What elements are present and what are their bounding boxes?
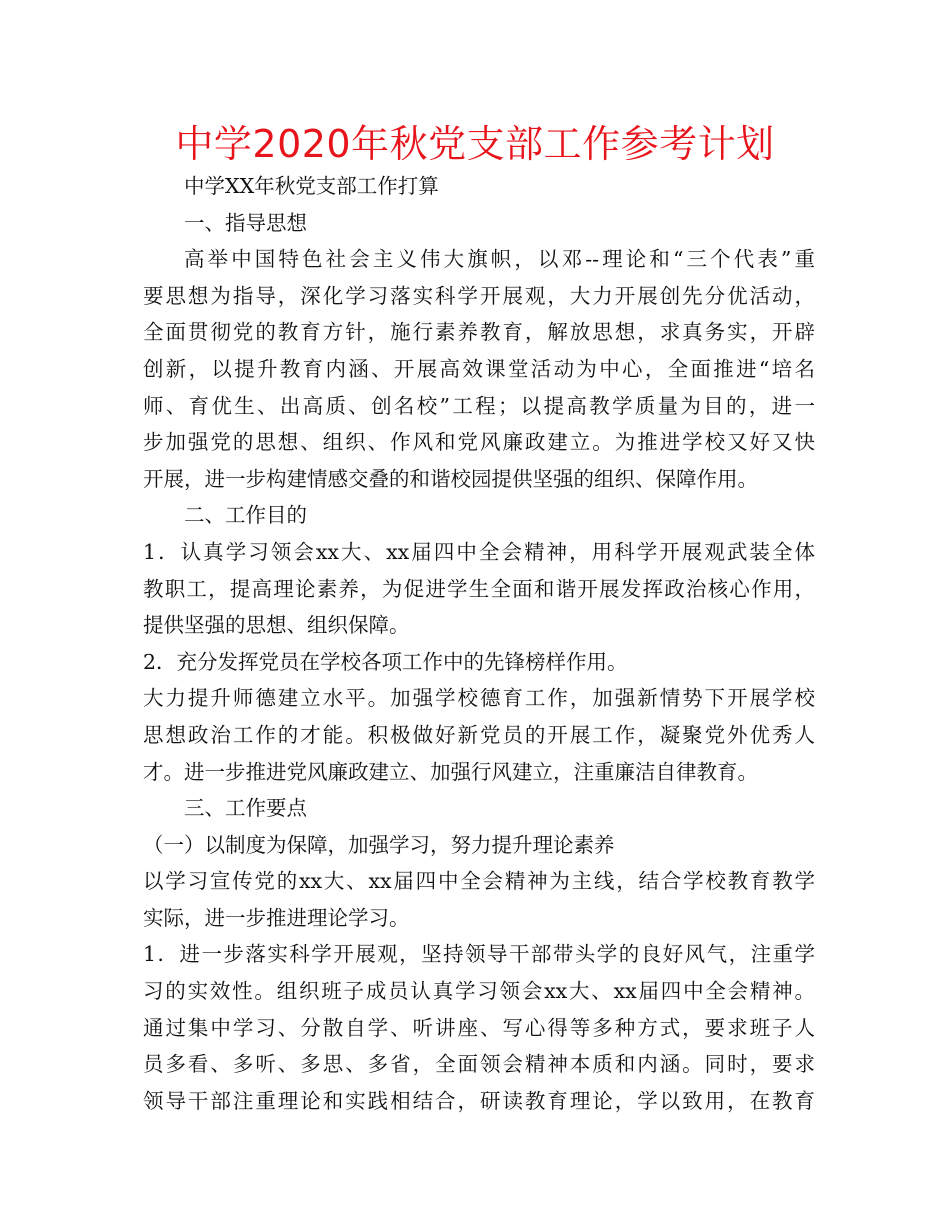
body-line: 要思想为指导，深化学习落实科学开展观，大力开展创先分优活动， bbox=[143, 283, 815, 308]
body-line: 一、指导思想 bbox=[184, 210, 307, 235]
body-line: 以学习宣传党的xx大、xx届四中全会精神为主线，结合学校教育教学 bbox=[143, 869, 815, 894]
body-line: 思想政治工作的才能。积极做好新党员的开展工作，凝聚党外优秀人 bbox=[143, 722, 815, 747]
body-line: （一）以制度为保障，加强学习，努力提升理论素养 bbox=[143, 832, 615, 857]
body-line: 中学XX年秋党支部工作打算 bbox=[184, 174, 439, 198]
body-line: 步加强党的思想、组织、作风和党风廉政建立。为推进学校又好又快 bbox=[143, 430, 815, 455]
document-title: 中学2020年秋党支部工作参考计划 bbox=[175, 122, 775, 166]
body-line: 师、育优生、出高质、创名校”工程；以提高教学质量为目的，进一 bbox=[143, 393, 815, 418]
body-line: 教职工，提高理论素养，为促进学生全面和谐开展发挥政治核心作用， bbox=[143, 576, 815, 601]
body-line: 大力提升师德建立水平。加强学校德育工作，加强新情势下开展学校 bbox=[143, 686, 815, 711]
body-line: 2．充分发挥党员在学校各项工作中的先锋榜样作用。 bbox=[143, 649, 628, 674]
body-line: 开展，进一步构建情感交叠的和谐校园提供坚强的组织、保障作用。 bbox=[143, 466, 758, 491]
body-line: 二、工作目的 bbox=[184, 503, 307, 528]
body-line: 全面贯彻党的教育方针，施行素养教育，解放思想，求真务实，开辟 bbox=[143, 320, 815, 345]
body-line: 实际，进一步推进理论学习。 bbox=[143, 905, 410, 930]
body-line: 1．认真学习领会xx大、xx届四中全会精神，用科学开展观武装全体 bbox=[143, 539, 815, 564]
body-line: 提供坚强的思想、组织保障。 bbox=[143, 613, 410, 638]
body-line: 才。进一步推进党风廉政建立、加强行风建立，注重廉洁自律教育。 bbox=[143, 759, 758, 784]
body-line: 三、工作要点 bbox=[184, 796, 307, 821]
body-line: 员多看、多听、多思、多省，全面领会精神本质和内涵。同时，要求 bbox=[143, 1052, 815, 1077]
body-line: 创新，以提升教育内涵、开展高效课堂活动为中心，全面推进“培名 bbox=[143, 356, 815, 381]
body-line: 1．进一步落实科学开展观，坚持领导干部带头学的良好风气，注重学 bbox=[143, 942, 815, 967]
document-body bbox=[143, 168, 815, 1119]
body-line: 通过集中学习、分散自学、听讲座、写心得等多种方式，要求班子人 bbox=[143, 1015, 815, 1040]
body-line: 高举中国特色社会主义伟大旗帜，以邓--理论和“三个代表”重 bbox=[184, 247, 815, 272]
body-line: 习的实效性。组织班子成员认真学习领会xx大、xx届四中全会精神。 bbox=[143, 979, 815, 1004]
body-line: 领导干部注重理论和实践相结合，研读教育理论，学以致用，在教育 bbox=[143, 1088, 815, 1113]
